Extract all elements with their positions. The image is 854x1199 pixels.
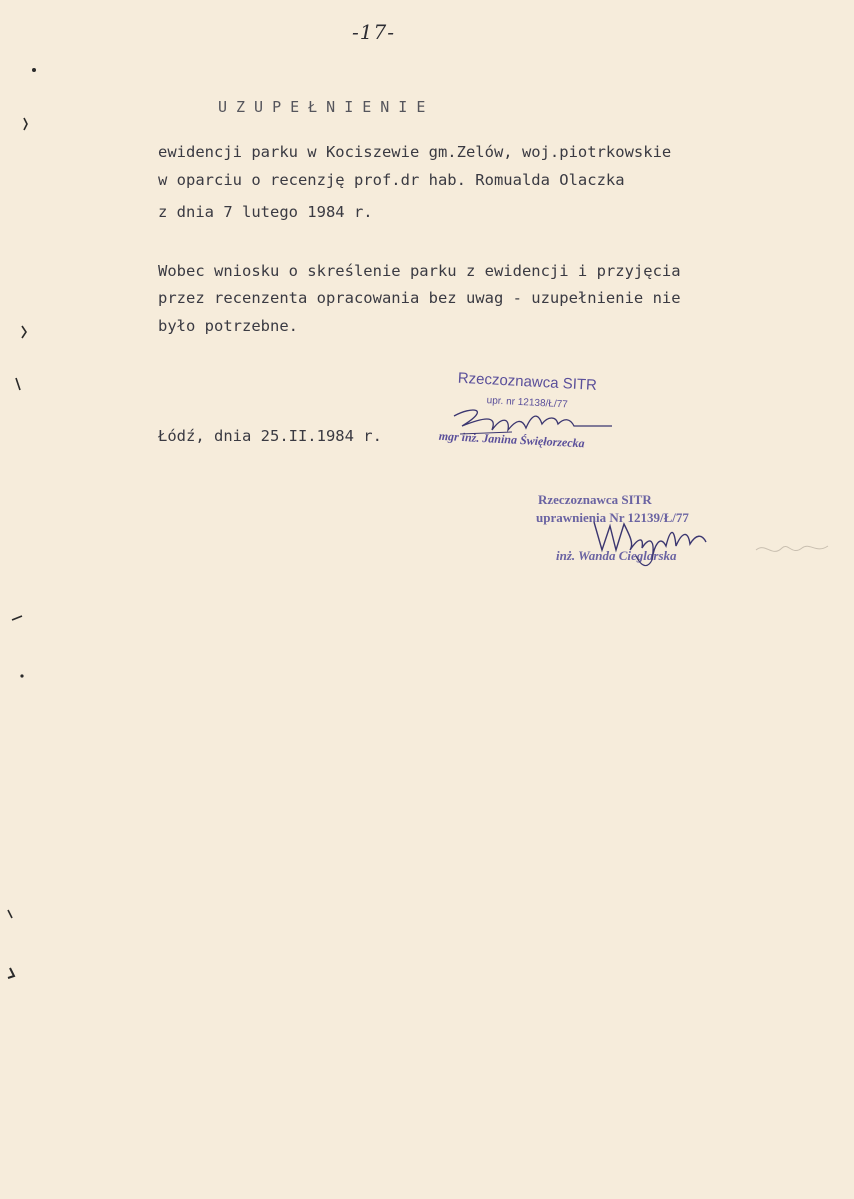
body-line-3: było potrzebne. xyxy=(158,317,298,335)
stamp-1-name: mgr inż. Janina Święłorzecka xyxy=(438,428,585,451)
body-line-2: przez recenzenta opracowania bez uwag - uzupełnienie nie xyxy=(158,289,681,307)
page-number: -17- xyxy=(352,20,395,44)
stamp-2-permit: uprawnienia Nr 12139/Ł/77 xyxy=(536,510,689,525)
stamp-1-permit: upr. nr 12138/Ł/77 xyxy=(486,395,569,411)
body-line-1: Wobec wniosku o skreślenie parku z ewidencji i przyjęcia xyxy=(158,262,681,280)
signature-2 xyxy=(590,516,720,572)
stamp-2-name: inż. Wanda Cieglarska xyxy=(556,548,677,563)
document-title: UZUPEŁNIENIE xyxy=(218,98,435,116)
stamp-2-title: Rzeczoznawca SITR xyxy=(538,492,652,507)
header-line-2: w oparciu o recenzję prof.dr hab. Romualda Olaczka xyxy=(158,171,625,189)
header-line-3: z dnia 7 lutego 1984 r. xyxy=(158,203,373,221)
faint-pencil-mark xyxy=(752,536,832,566)
header-line-1: ewidencji parku w Kociszewie gm.Zelów, woj.piotrkowskie xyxy=(158,143,672,161)
place-and-date: Łódź, dnia 25.II.1984 r. xyxy=(158,427,382,445)
binding-hole-marks xyxy=(0,0,40,1199)
signature-1 xyxy=(452,404,622,444)
stamp-1-title: Rzeczoznawca SITR xyxy=(457,369,598,394)
